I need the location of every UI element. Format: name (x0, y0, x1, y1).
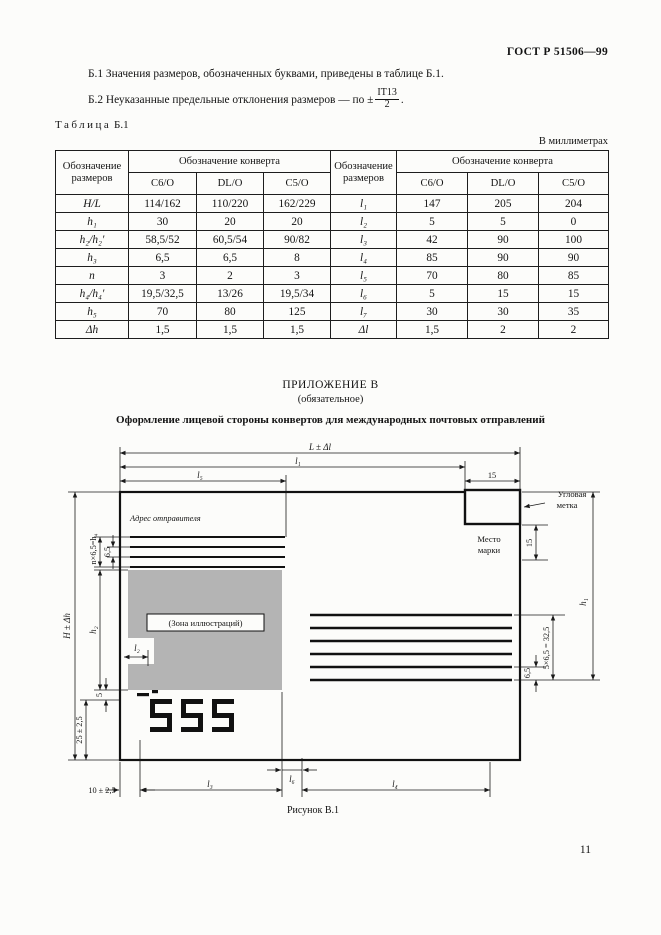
dim-symbol-cell: H/L (56, 195, 129, 213)
dim-value-cell: 30 (129, 213, 197, 231)
figure-caption: Рисунок В.1 (286, 805, 340, 816)
dim-label-addr-lines: 5×6,5 = 32,5 (542, 626, 551, 670)
dim-value-cell: 1,5 (397, 321, 468, 339)
column-header-designation-left: Обозначение размеров (56, 151, 129, 195)
dim-value-cell: 205 (468, 195, 539, 213)
dim-value-cell: 30 (397, 303, 468, 321)
dim-label-length: L ± Δl (308, 442, 332, 452)
envelope-type-header: С6/О (129, 173, 197, 195)
dim-value-cell: 2 (539, 321, 609, 339)
dim-label-l2: l₂ (134, 643, 140, 653)
dim-value-cell: 3 (264, 267, 331, 285)
dim-value-cell: 3 (129, 267, 197, 285)
dim-value-cell: 90 (468, 231, 539, 249)
envelope-type-header: DL/О (197, 173, 264, 195)
dim-value-cell: 42 (397, 231, 468, 249)
dim-value-cell: 13/26 (197, 285, 264, 303)
fraction-numerator: IT13 (377, 87, 397, 98)
dim-label-stamp-height: 15 (525, 538, 534, 548)
dim-value-cell: 100 (539, 231, 609, 249)
dimensions-table (55, 150, 609, 339)
dim-value-cell: 80 (468, 267, 539, 285)
dim-value-cell: 5 (397, 285, 468, 303)
dim-symbol-cell: l₇ (331, 303, 397, 321)
dim-value-cell: 20 (264, 213, 331, 231)
dim-value-cell: 6,5 (197, 249, 264, 267)
section-title: Оформление лицевой стороны конвертов для международных почтовых отправлений (116, 414, 545, 426)
dim-symbol-cell: Δh (56, 321, 129, 339)
corner-mark (465, 490, 520, 524)
dim-value-cell: 90 (539, 249, 609, 267)
table-row (56, 213, 609, 231)
column-header-envelope-left: Обозначение конверта (129, 151, 331, 173)
dim-symbol-cell: n (56, 267, 129, 285)
envelope-type-header: С5/О (539, 173, 609, 195)
dim-value-cell: 8 (264, 249, 331, 267)
table-caption-word: Таблица (55, 119, 112, 131)
sender-address-lines (130, 537, 285, 567)
dim-symbol-cell: l₆ (331, 285, 397, 303)
dim-label-gap5: 5 (95, 692, 104, 698)
dim-value-cell: 35 (539, 303, 609, 321)
table-row (56, 249, 609, 267)
dim-value-cell: 2 (197, 267, 264, 285)
dim-l2 (124, 638, 154, 666)
dim-value-cell: 114/162 (129, 195, 197, 213)
dim-value-cell: 80 (197, 303, 264, 321)
paragraph-b2-period: . (400, 94, 404, 107)
dim-symbol-cell: l₅ (331, 267, 397, 285)
code-stamp-digit (212, 699, 234, 732)
page-number: 11 (579, 844, 591, 856)
dim-label-l4: l₄ (392, 779, 398, 789)
dim-symbol-cell: Δl (331, 321, 397, 339)
column-header-envelope-right: Обозначение конверта (397, 151, 609, 173)
dim-value-cell: 30 (468, 303, 539, 321)
dim-symbol-cell: h₄/h₄′ (56, 285, 129, 303)
dim-label-l5: l₅ (197, 470, 203, 480)
dim-label-l1: l₁ (295, 456, 301, 466)
table-row (56, 231, 609, 249)
dim-value-cell: 90 (468, 249, 539, 267)
dim-label-sender-lines: n×6,5=h₄ (89, 533, 98, 565)
dim-label-addr-spacing: 6,5 (523, 667, 532, 679)
dim-value-cell: 6,5 (129, 249, 197, 267)
dim-value-cell: 162/229 (264, 195, 331, 213)
dim-label-sender-spacing: 6,5 (103, 546, 112, 558)
dim-value-cell: 1,5 (264, 321, 331, 339)
dim-value-cell: 58,5/52 (129, 231, 197, 249)
paragraph-b1: Б.1 Значения размеров, обозначенных буквами, приведены в таблице Б.1. (88, 68, 444, 80)
envelope-type-header: С5/О (264, 173, 331, 195)
dim-value-cell: 147 (397, 195, 468, 213)
dim-symbol-cell: l₂ (331, 213, 397, 231)
dim-value-cell: 60,5/54 (197, 231, 264, 249)
dim-value-cell: 1,5 (197, 321, 264, 339)
table-caption (55, 119, 129, 131)
table-row (56, 285, 609, 303)
code-stamp-digit (150, 699, 172, 732)
dim-symbol-cell: l₁ (331, 195, 397, 213)
dim-label-code-offset: 10 ± 2,5 (88, 786, 116, 795)
dim-label-h1: h₁ (578, 598, 588, 606)
dim-symbol-cell: h₁ (56, 213, 129, 231)
dim-label-height: H ± Δh (62, 613, 72, 639)
dim-value-cell: 125 (264, 303, 331, 321)
illustration-zone-label: (Зона иллюстраций) (168, 618, 243, 628)
corner-mark-label-line1: Угловая (557, 489, 587, 499)
paragraph-b2-text: Б.2 Неуказанные предельные отклонения размеров — по ± (88, 94, 374, 107)
table-caption-number: Б.1 (114, 119, 129, 131)
stamp-place-label-line2: марки (477, 545, 501, 555)
dim-value-cell: 15 (468, 285, 539, 303)
dim-value-cell: 19,5/32,5 (129, 285, 197, 303)
appendix-title: ПРИЛОЖЕНИЕ В (282, 379, 379, 391)
dim-label-code-zone: 25 ± 2,5 (75, 716, 84, 744)
dim-symbol-cell: l₃ (331, 231, 397, 249)
dim-value-cell: 1,5 (129, 321, 197, 339)
sender-address-label: Адрес отправителя (130, 514, 201, 523)
dim-value-cell: 85 (397, 249, 468, 267)
dim-value-cell: 90/82 (264, 231, 331, 249)
table-row (56, 267, 609, 285)
doc-number: ГОСТ Р 51506—99 (506, 46, 608, 58)
addressee-lines (310, 615, 512, 680)
dim-label-h2: h₂ (88, 626, 98, 634)
dim-value-cell: 2 (468, 321, 539, 339)
dim-label-l6: l₆ (289, 774, 295, 784)
envelope-type-header: DL/О (468, 173, 539, 195)
appendix-subtitle: (обязательное) (297, 394, 364, 405)
dim-symbol-cell: h₅ (56, 303, 129, 321)
table-row (56, 303, 609, 321)
corner-mark-label-line2: метка (556, 500, 578, 510)
stamp-place (477, 534, 500, 555)
envelope-type-header: С6/О (397, 173, 468, 195)
units-note: В миллиметрах (538, 136, 608, 147)
dim-value-cell: 0 (539, 213, 609, 231)
table-body (56, 195, 609, 339)
dim-symbol-cell: h₃ (56, 249, 129, 267)
dim-label-l3: l₃ (207, 779, 213, 789)
dim-value-cell: 204 (539, 195, 609, 213)
fraction-it13-2 (375, 88, 398, 110)
paragraph-b2 (88, 88, 608, 113)
fraction-denominator: 2 (384, 98, 390, 110)
dim-value-cell: 70 (397, 267, 468, 285)
code-stamp-digit (181, 699, 203, 732)
stamp-place-label-line1: Место (477, 534, 501, 544)
dim-value-cell: 15 (539, 285, 609, 303)
dim-label-corner-width: 15 (487, 471, 497, 480)
dim-value-cell: 5 (468, 213, 539, 231)
dim-value-cell: 70 (129, 303, 197, 321)
dim-value-cell: 85 (539, 267, 609, 285)
code-stamp-555 (137, 690, 234, 732)
table-row (56, 195, 609, 213)
table-row (56, 321, 609, 339)
dim-symbol-cell: l₄ (331, 249, 397, 267)
figure-b1 (0, 440, 661, 835)
dim-symbol-cell: h₂/h₂′ (56, 231, 129, 249)
dim-value-cell: 5 (397, 213, 468, 231)
column-header-designation-right: Обозначение размеров (331, 151, 397, 195)
table-header-row (56, 151, 609, 173)
dim-value-cell: 110/220 (197, 195, 264, 213)
dim-value-cell: 20 (197, 213, 264, 231)
dim-value-cell: 19,5/34 (264, 285, 331, 303)
